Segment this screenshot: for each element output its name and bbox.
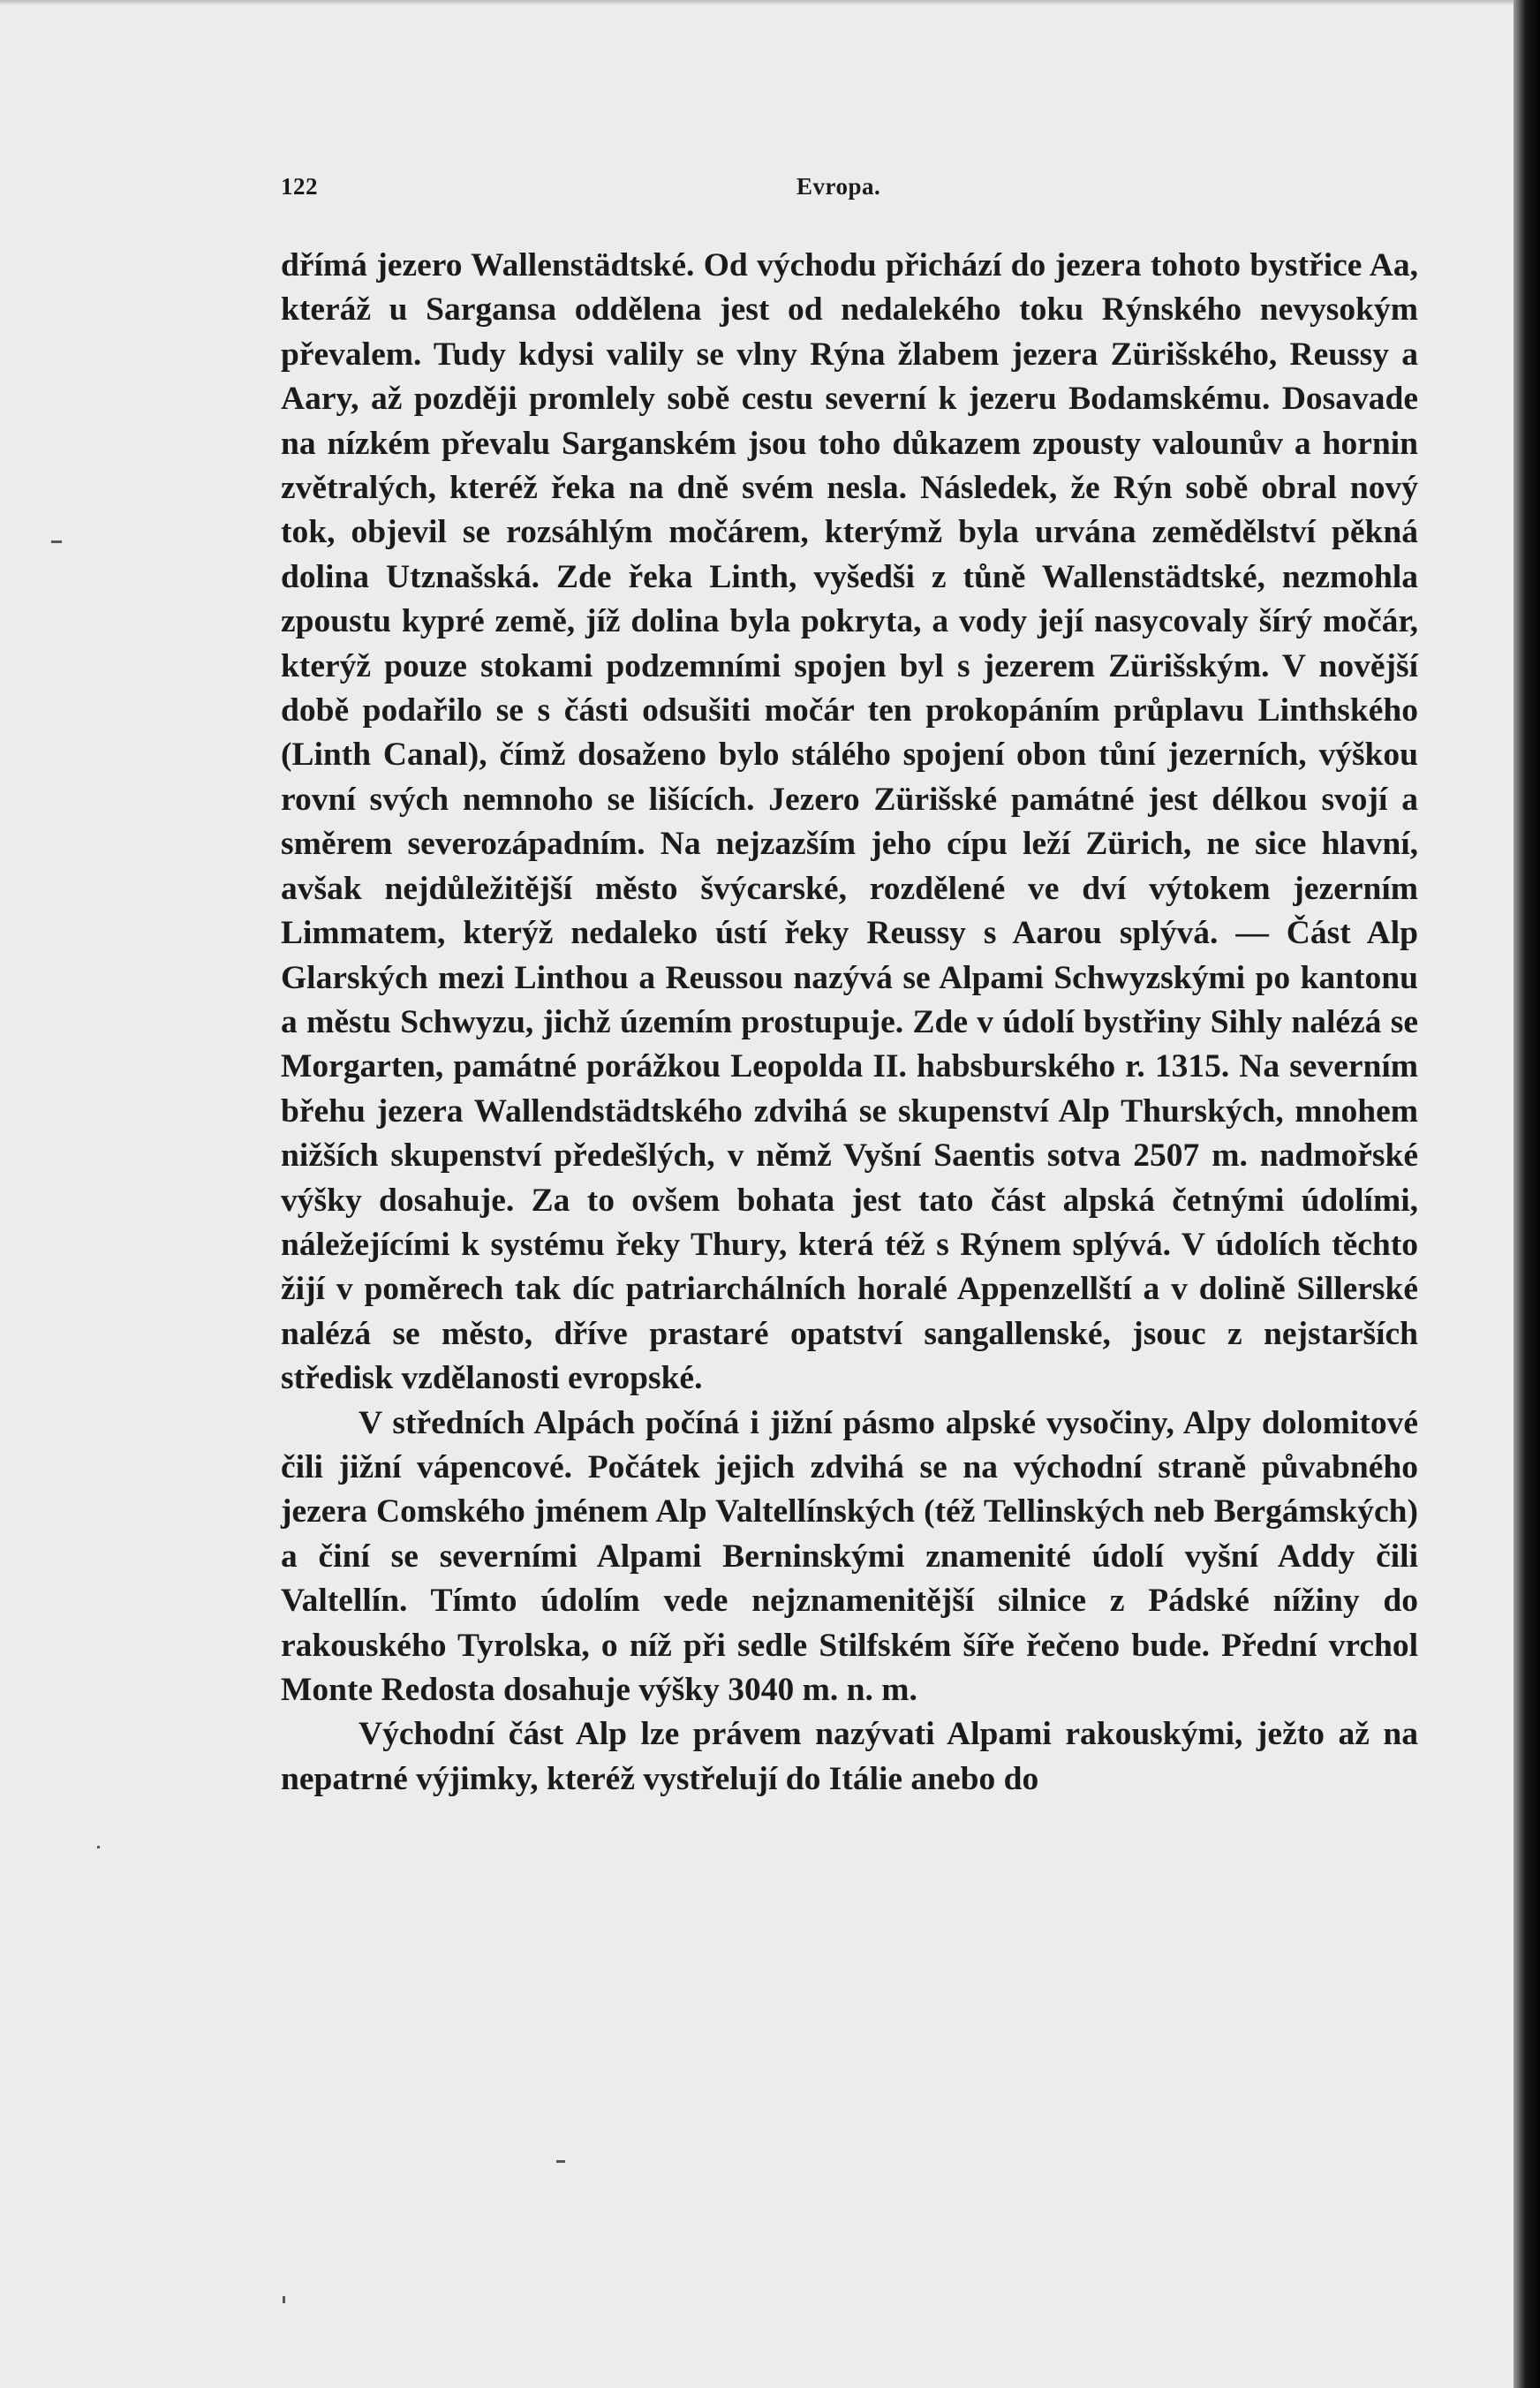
running-title: Evropa. [796, 173, 881, 200]
scan-top-shadow [0, 0, 1540, 5]
page-header [281, 173, 1439, 208]
page-number: 122 [281, 173, 318, 200]
speck [283, 2296, 285, 2303]
paragraph-2: V středních Alpách počíná i jižní pásmo alpské vysočiny, Alpy dolomitové čili jižní vápencové. Počátek jejich zdvihá se na východní straně půvabného jezera Comského jménem Alp Valtellínských (též Tellinských neb Bergámských) a činí se severními Alpami Berninskými znamenité údolí vyšní Addy čili Valtellín. Tímto údolím vede nejznamenitější silnice z Pádské nížiny do rakouského Tyrolska, o níž při sedle Stilfském šíře řečeno bude. Přední vrchol Monte Redosta dosahuje výšky 3040 m. n. m. [281, 1404, 1418, 1708]
speck [556, 2160, 565, 2163]
body-text [281, 244, 1418, 1802]
scan-right-edge [1514, 0, 1540, 2388]
speck [97, 1846, 100, 1848]
speck [51, 540, 62, 543]
paragraph-3: Východní část Alp lze právem nazývati Alpami rakouskými, ježto až na nepatrné výjimky, kteréž vystřelují do Itálie anebo do [281, 1716, 1418, 1797]
paragraph-1: dřímá jezero Wallenstädtské. Od východu přichází do jezera tohoto bystřice Aa, kteráž u Sargansa oddělena jest od nedalekého toku Rýnského nevysokým převalem. Tudy kdysi valily se vlny Rýna žlabem jezera Zürišského, Reussy a Aary, až později promlely sobě cestu severní k jezeru Bodamskému. Dosavade na nízkém převalu Sarganském jsou toho důkazem zpousty valounův a hornin zvětralých, kteréž řeka na dně svém nesla. Následek, že Rýn sobě obral nový tok, objevil se rozsáhlým močárem, kterýmž byla urvána zemědělství pěkná dolina Utznašská. Zde řeka Linth, vyšedši z tůně Wallenstädtské, nezmohla zpoustu kypré země, jíž dolina byla pokryta, a vody její nasycovaly šírý močár, kterýž pouze stokami podzemními spojen byl s jezerem Zürišským. V novější době podařilo se s části odsušiti močár ten prokopáním průplavu Linthského (Linth Canal), čímž dosaženo bylo stálého spojení obon tůní jezerních, výškou rovní svých nemnoho se lišících. Jezero Zürišské památné jest délkou svojí a směrem severozápadním. Na nejzazším jeho cípu leží Zürich, ne sice hlavní, avšak nejdůležitější město švýcarské, rozdělené ve dví výtokem jezerním Limmatem, kterýž nedaleko ústí řeky Reussy s Aarou splývá. — Část Alp Glarských mezi Linthou a Reussou nazývá se Alpami Schwyzskými po kantonu a městu Schwyzu, jichž územím prostupuje. Zde v údolí bystřiny Sihly nalézá se Morgarten, památné porážkou Leopolda II. habsburského r. 1315. Na severním břehu jezera Wallendstädtského zdvihá se skupenství Alp Thurských, mnohem nižších skupenství předešlých, v němž Vyšní Saentis sotva 2507 m. nadmořské výšky dosahuje. Za to ovšem bohata jest tato část alpská četnými údolími, náležejícími k systému řeky Thury, která též s Rýnem splývá. V údolích těchto žijí v poměrech tak díc patriarchálních horalé Appenzellští a v dolině Sillerské nalézá se město, dříve prastaré opatství sangallenské, jsouc z nejstarších středisk vzdělanosti evropské. [281, 247, 1418, 1397]
